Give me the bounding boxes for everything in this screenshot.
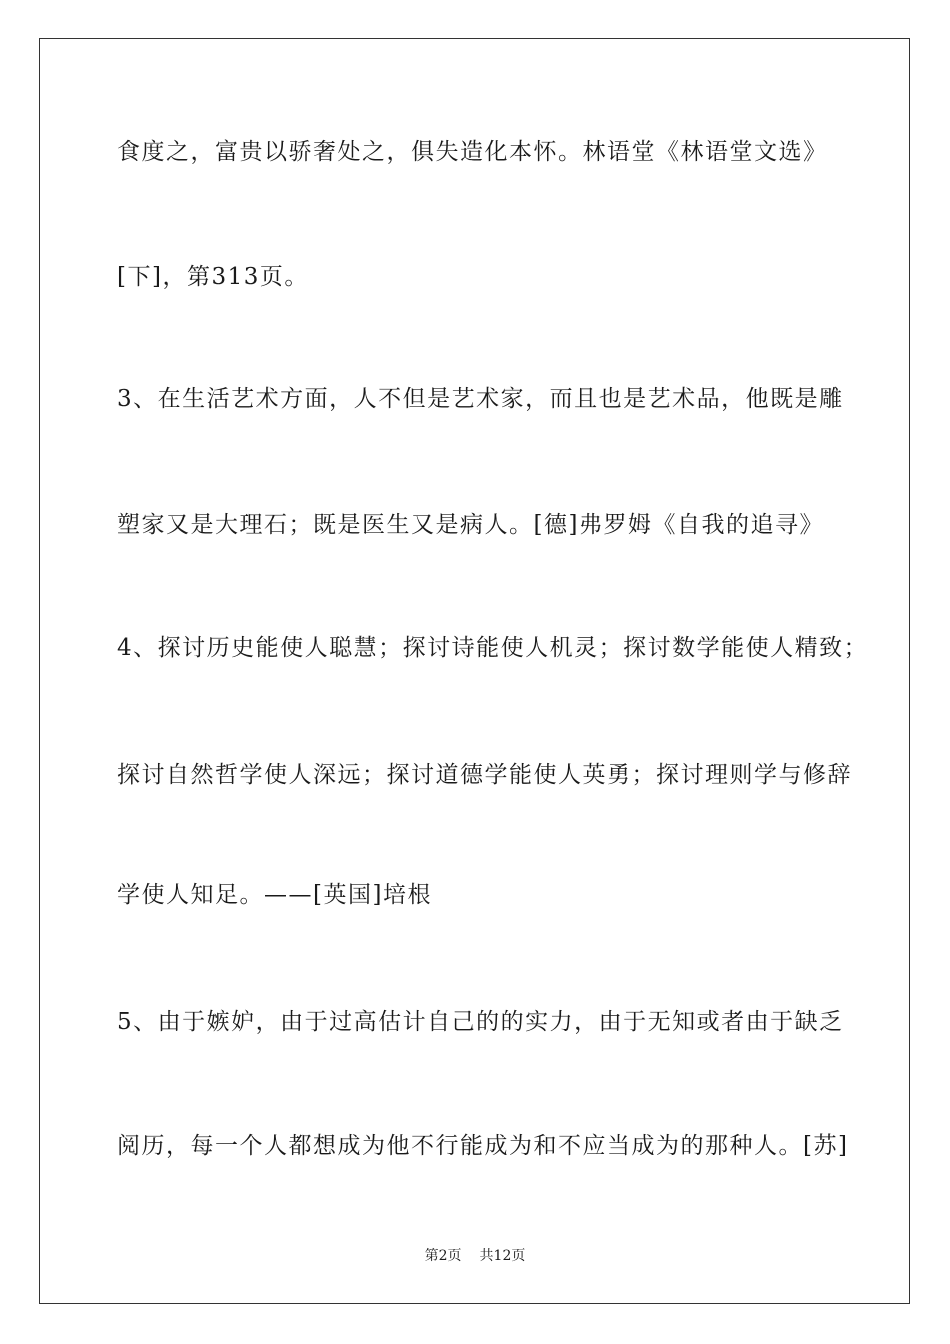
text-line-8: 5、由于嫉妒，由于过高估计自己的的实力，由于无知或者由于缺乏 <box>117 1009 844 1035</box>
page-border <box>39 38 910 1304</box>
text-line-9: 阅历，每一个人都想成为他不行能成为和不应当成为的那种人。[苏] <box>117 1133 849 1159</box>
page-number: 第2页 <box>424 1248 462 1264</box>
text-line-2: [下]，第313页。 <box>117 264 309 290</box>
text-line-1: 食度之，富贵以骄奢处之，俱失造化本怀。林语堂《林语堂文选》 <box>117 139 828 165</box>
text-line-6: 探讨自然哲学使人深远；探讨道德学能使人英勇；探讨理则学与修辞 <box>117 762 852 788</box>
page-footer <box>0 1246 950 1266</box>
page-total: 共12页 <box>479 1248 526 1264</box>
text-line-5: 4、探讨历史能使人聪慧；探讨诗能使人机灵；探讨数学能使人精致； <box>117 635 869 661</box>
text-line-7: 学使人知足。——[英国]培根 <box>117 882 432 908</box>
text-line-4: 塑家又是大理石；既是医生又是病人。[德]弗罗姆《自我的追寻》 <box>117 512 824 538</box>
text-line-3: 3、在生活艺术方面，人不但是艺术家，而且也是艺术品，他既是雕 <box>117 386 844 412</box>
